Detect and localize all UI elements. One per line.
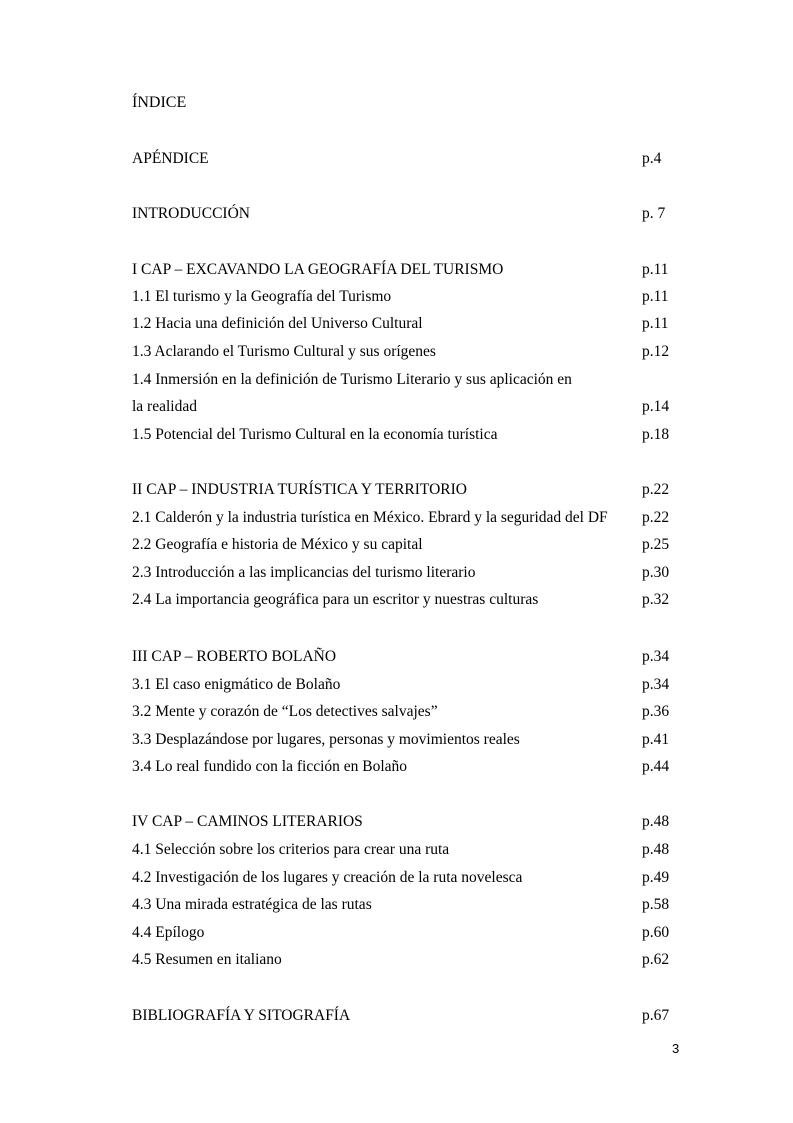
- toc-entry-label: 1.1 El turismo y la Geografía del Turismo: [132, 288, 392, 305]
- toc-entry-page: p.62: [642, 951, 670, 968]
- toc-entry-label: II CAP – INDUSTRIA TURÍSTICA Y TERRITORIO: [132, 481, 467, 498]
- toc-entry-label: 3.1 El caso enigmático de Bolaño: [132, 676, 341, 693]
- toc-entry-page: p.4: [642, 150, 662, 167]
- toc-entry-3-3: [132, 731, 672, 749]
- toc-entry-label: BIBLIOGRAFÍA Y SITOGRAFÍA: [132, 1007, 351, 1024]
- toc-entry-label: APÉNDICE: [132, 150, 209, 167]
- toc-entry-page: p.14: [642, 398, 670, 415]
- toc-entry-label: 2.2 Geografía e historia de México y su capital: [132, 536, 423, 553]
- page-number: 3: [672, 1041, 680, 1056]
- toc-entry-apendice: [132, 150, 672, 168]
- toc-entry-page: p.67: [642, 1007, 670, 1024]
- toc-entry-2-2: [132, 536, 672, 554]
- toc-entry-bibliografia: [132, 1007, 672, 1025]
- toc-entry-label: 3.2 Mente y corazón de “Los detectives salvajes”: [132, 703, 438, 720]
- toc-entry-4-5: [132, 951, 672, 969]
- toc-entry-page: p.22: [642, 509, 670, 526]
- toc-entry-label: I CAP – EXCAVANDO LA GEOGRAFÍA DEL TURISMO: [132, 261, 504, 278]
- toc-entry-chapter-3: [132, 648, 672, 666]
- toc-entry-4-2: [132, 869, 672, 887]
- toc-entry-2-1: [132, 509, 672, 527]
- toc-entry-label: INTRODUCCIÓN: [132, 205, 250, 222]
- toc-entry-page: p.22: [642, 481, 670, 498]
- toc-entry-label: 4.4 Epílogo: [132, 924, 205, 941]
- toc-entry-page: p.34: [642, 648, 670, 665]
- toc-entry-chapter-1: [132, 261, 672, 279]
- toc-entry-page: p.11: [642, 288, 669, 305]
- toc-entry-4-1: [132, 841, 672, 859]
- toc-entry-page: p.58: [642, 896, 670, 913]
- toc-entry-page: p.44: [642, 758, 670, 775]
- toc-entry-3-1: [132, 676, 672, 694]
- toc-entry-3-4: [132, 758, 672, 776]
- toc-entry-4-4: [132, 924, 672, 942]
- toc-entry-4-3: [132, 896, 672, 914]
- toc-entry-label: 1.5 Potencial del Turismo Cultural en la economía turística: [132, 426, 498, 443]
- toc-entry-label: III CAP – ROBERTO BOLAÑO: [132, 648, 337, 665]
- toc-entry-page: p.48: [642, 813, 670, 830]
- toc-entry-label: 1.4 Inmersión en la definición de Turismo Literario y sus aplicación en: [132, 371, 572, 388]
- toc-entry-page: p.30: [642, 564, 670, 581]
- toc-entry-2-3: [132, 564, 672, 582]
- toc-entry-introduccion: [132, 205, 672, 223]
- toc-entry-1-4: [132, 371, 672, 389]
- toc-entry-page: p.34: [642, 676, 670, 693]
- toc-entry-page: p.32: [642, 591, 670, 608]
- toc-entry-label: 2.3 Introducción a las implicancias del turismo literario: [132, 564, 476, 581]
- toc-entry-page: p.11: [642, 261, 669, 278]
- toc-entry-1-4-continued: [132, 398, 672, 416]
- toc-entry-page: p.49: [642, 869, 670, 886]
- toc-entry-label: 4.2 Investigación de los lugares y creación de la ruta novelesca: [132, 869, 523, 886]
- toc-entry-label: 1.2 Hacia una definición del Universo Cultural: [132, 315, 423, 332]
- toc-entry-page: p.36: [642, 703, 670, 720]
- toc-entry-label: IV CAP – CAMINOS LITERARIOS: [132, 813, 363, 830]
- toc-entry-label: 2.1 Calderón y la industria turística en México. Ebrard y la seguridad del DF: [132, 509, 608, 526]
- toc-entry-chapter-4: [132, 813, 672, 831]
- toc-entry-page: p.41: [642, 731, 670, 748]
- toc-entry-page: p. 7: [642, 205, 666, 222]
- toc-entry-page: p.11: [642, 315, 669, 332]
- toc-entry-page: p.25: [642, 536, 670, 553]
- toc-entry-label: 4.3 Una mirada estratégica de las rutas: [132, 896, 372, 913]
- toc-entry-label: 3.4 Lo real fundido con la ficción en Bolaño: [132, 758, 408, 775]
- toc-entry-chapter-2: [132, 481, 672, 499]
- toc-entry-page: p.48: [642, 841, 670, 858]
- toc-entry-label: 3.3 Desplazándose por lugares, personas y movimientos reales: [132, 731, 520, 748]
- toc-entry-label: 1.3 Aclarando el Turismo Cultural y sus orígenes: [132, 343, 436, 360]
- toc-entry-label: 4.1 Selección sobre los criterios para crear una ruta: [132, 841, 450, 858]
- toc-entry-page: p.12: [642, 343, 670, 360]
- toc-entry-1-2: [132, 315, 672, 333]
- toc-entry-label: 2.4 La importancia geográfica para un escritor y nuestras culturas: [132, 591, 539, 608]
- toc-entry-label: la realidad: [132, 398, 197, 415]
- toc-entry-page: p.60: [642, 924, 670, 941]
- toc-entry-page: p.18: [642, 426, 670, 443]
- toc-entry-3-2: [132, 703, 672, 721]
- toc-entry-1-1: [132, 288, 672, 306]
- toc-entry-label: 4.5 Resumen en italiano: [132, 951, 282, 968]
- toc-entry-1-5: [132, 426, 672, 444]
- toc-title: ÍNDICE: [132, 94, 187, 111]
- toc-entry-1-3: [132, 343, 672, 361]
- toc-entry-2-4: [132, 591, 672, 609]
